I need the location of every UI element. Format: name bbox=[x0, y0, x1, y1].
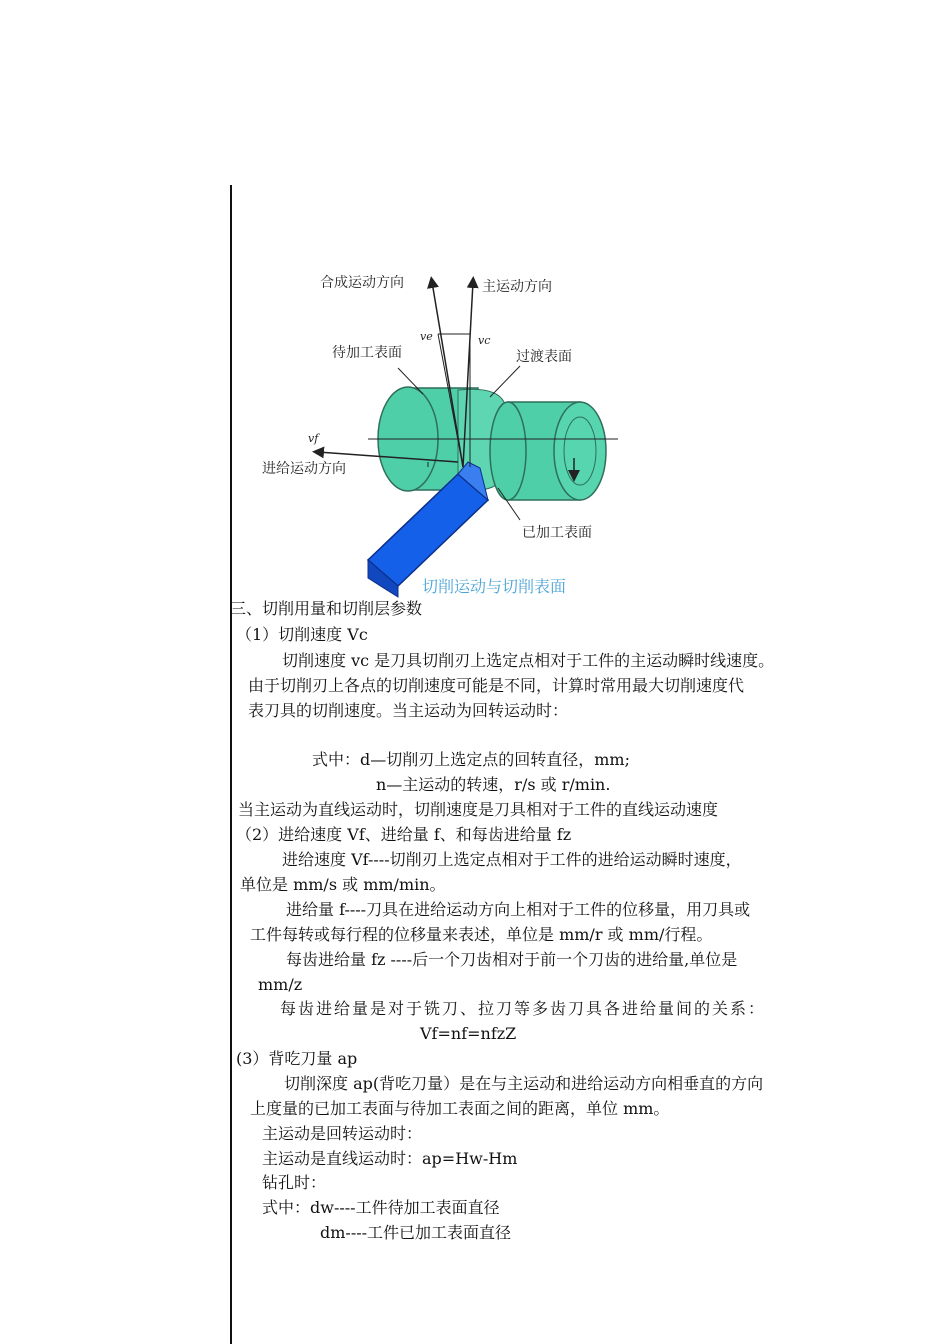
label-main-direction: 主运动方向 bbox=[482, 279, 552, 295]
figure-caption: 切削运动与切削表面 bbox=[422, 577, 567, 596]
section-heading: 三、切削用量和切削层参数 bbox=[230, 599, 423, 618]
paragraph-line: 每齿进给量是对于铣刀、拉刀等多齿刀具各进给量间的关系： bbox=[280, 999, 767, 1018]
paragraph-line: 钻孔时： bbox=[262, 1173, 327, 1192]
paragraph-line: dm----工件已加工表面直径 bbox=[320, 1223, 512, 1242]
paragraph-line: 进给速度 Vf----切削刃上选定点相对于工件的进给运动瞬时速度， bbox=[282, 850, 742, 869]
paragraph-line: 切削速度 vc 是刀具切削刃上选定点相对于工件的主运动瞬时线速度。 bbox=[282, 651, 775, 670]
formula-note: 式中：d—切削刃上选定点的回转直径，mm; bbox=[312, 750, 630, 769]
subheading-feed: （2）进给速度 Vf、进给量 f、和每齿进给量 fz bbox=[236, 825, 572, 844]
paragraph-line: 由于切削刃上各点的切削速度可能是不同，计算时常用最大切削速度代 bbox=[248, 676, 745, 695]
paragraph-line: 单位是 mm/s 或 mm/min。 bbox=[240, 875, 446, 894]
label-vc: vc bbox=[478, 334, 491, 347]
paragraph-line: 式中：dw----工件待加工表面直径 bbox=[262, 1198, 500, 1217]
paragraph-line: 表刀具的切削速度。当主运动为回转运动时： bbox=[248, 701, 569, 720]
paragraph-line: 切削深度 ap(背吃刀量）是在与主运动和进给运动方向相垂直的方向 bbox=[284, 1074, 764, 1093]
workpiece-small-cylinder bbox=[490, 402, 606, 500]
paragraph-line: 每齿进给量 fz ----后一个刀齿相对于前一个刀齿的进给量,单位是 bbox=[286, 950, 738, 969]
subheading-depth-of-cut: (3）背吃刀量 ap bbox=[236, 1049, 358, 1068]
paragraph-line: 进给量 f----刀具在进给运动方向上相对于工件的位移量，用刀具或 bbox=[286, 900, 751, 919]
label-surface-to-be-machined: 待加工表面 bbox=[332, 345, 402, 361]
paragraph-line: mm/z bbox=[258, 975, 303, 994]
paragraph-line: 当主运动为直线运动时，切削速度是刀具相对于工件的直线运动速度 bbox=[238, 800, 719, 819]
left-rule bbox=[230, 185, 232, 1344]
label-transition-surface: 过渡表面 bbox=[516, 349, 572, 365]
label-vf: vf bbox=[308, 432, 319, 445]
label-machined-surface: 已加工表面 bbox=[522, 525, 592, 541]
label-ve: ve bbox=[420, 330, 433, 343]
label-compound-direction: 合成运动方向 bbox=[320, 275, 404, 291]
label-feed-direction: 进给运动方向 bbox=[262, 461, 346, 477]
paragraph-line: 工件每转或每行程的位移量来表述，单位是 mm/r 或 mm/行程。 bbox=[250, 925, 713, 944]
formula-note: n—主运动的转速，r/s 或 r/min. bbox=[376, 775, 611, 794]
subheading-cutting-speed: （1）切削速度 Vc bbox=[236, 625, 368, 644]
paragraph-line: 主运动是直线运动时：ap=Hw-Hm bbox=[262, 1149, 518, 1168]
formula: Vf=nf=nfzZ bbox=[420, 1024, 517, 1043]
paragraph-line: 上度量的已加工表面与待加工表面之间的距离，单位 mm。 bbox=[250, 1099, 670, 1118]
paragraph-line: 主运动是回转运动时： bbox=[262, 1124, 423, 1143]
cutting-diagram bbox=[258, 262, 628, 598]
cutting-motion-figure bbox=[258, 262, 628, 598]
